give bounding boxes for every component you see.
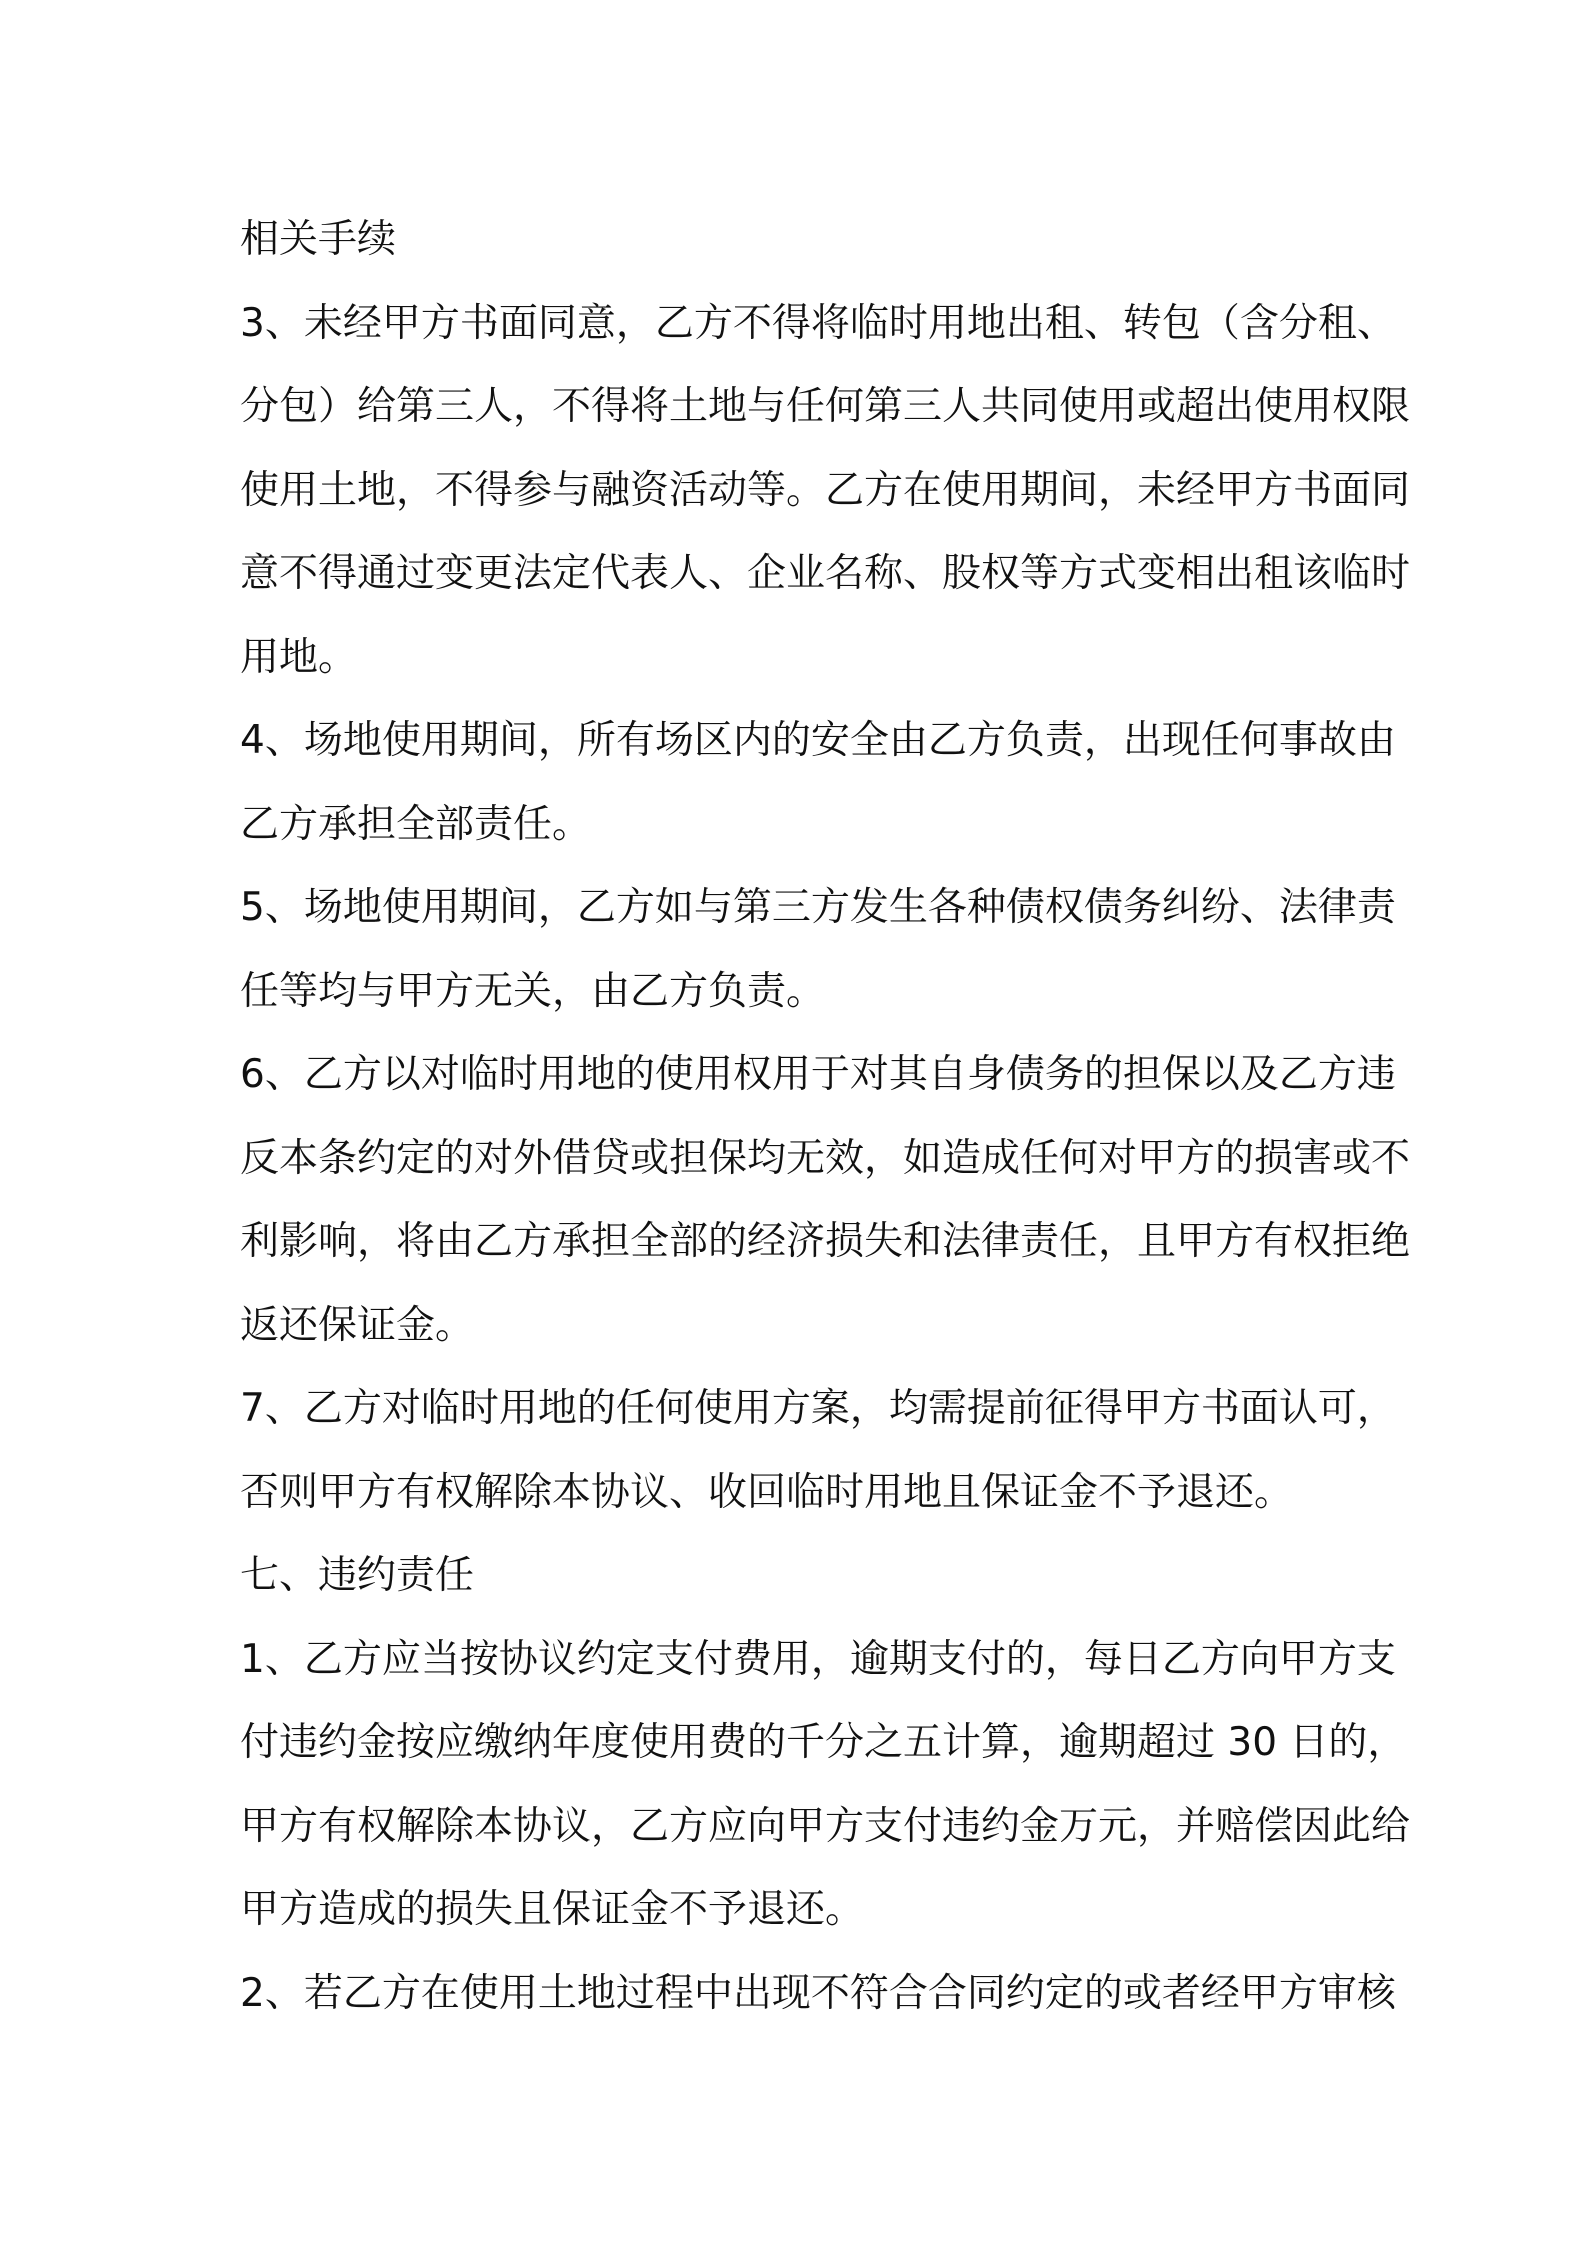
text-line: 4、场地使用期间，所有场区内的安全由乙方负责，出现任何事故由 — [240, 718, 1396, 763]
text-line: 付违约金按应缴纳年度使用费的千分之五计算，逾期超过 30 日的， — [240, 1720, 1407, 1765]
text-line: 6、乙方以对临时用地的使用权用于对其自身债务的担保以及乙方违 — [240, 1052, 1396, 1097]
text-line: 3、未经甲方书面同意，乙方不得将临时用地出租、转包（含分租、 — [240, 300, 1396, 346]
text-line: 任等均与甲方无关，由乙方负责。 — [240, 968, 826, 1014]
text-line: 利影响，将由乙方承担全部的经济损失和法律责任，且甲方有权拒绝 — [240, 1219, 1411, 1264]
text-line: 意不得通过变更法定代表人、企业名称、股权等方式变相出租该临时 — [240, 551, 1411, 596]
text-line: 分包）给第三人，不得将土地与任何第三人共同使用或超出使用权限 — [240, 384, 1411, 429]
text-line: 甲方造成的损失且保证金不予退还。 — [240, 1887, 865, 1932]
text-line: 用地。 — [240, 634, 358, 680]
text-line: 1、乙方应当按协议约定支付费用，逾期支付的，每日乙方向甲方支 — [240, 1636, 1396, 1682]
text-line: 使用土地，不得参与融资活动等。乙方在使用期间，未经甲方书面同 — [240, 467, 1411, 513]
text-line: 否则甲方有权解除本协议、收回临时用地且保证金不予退还。 — [240, 1469, 1294, 1515]
text-line: 返还保证金。 — [240, 1302, 475, 1348]
text-line: 反本条约定的对外借贷或担保均无效，如造成任何对甲方的损害或不 — [240, 1135, 1411, 1181]
document-body — [240, 198, 1411, 2035]
text-line: 2、若乙方在使用土地过程中出现不符合合同约定的或者经甲方审核 — [240, 1970, 1396, 2016]
section-heading: 七、违约责任 — [240, 1553, 475, 1598]
text-line: 相关手续 — [240, 217, 397, 262]
text-line: 7、乙方对临时用地的任何使用方案，均需提前征得甲方书面认可， — [240, 1386, 1396, 1431]
text-line: 甲方有权解除本协议，乙方应向甲方支付违约金万元，并赔偿因此给 — [240, 1803, 1411, 1849]
text-line: 乙方承担全部责任。 — [240, 801, 592, 847]
text-line: 5、场地使用期间，乙方如与第三方发生各种债权债务纠纷、法律责 — [240, 885, 1396, 930]
